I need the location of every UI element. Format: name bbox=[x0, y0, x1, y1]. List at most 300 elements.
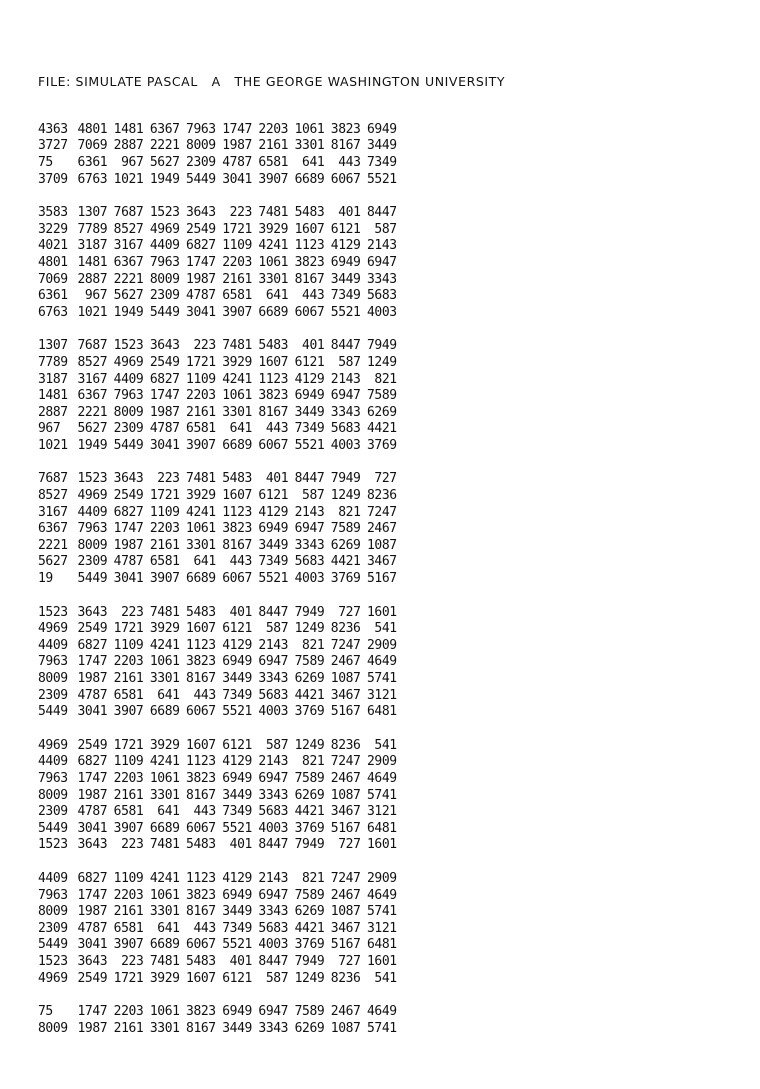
number-cell: 6481 bbox=[366, 704, 397, 720]
number-cell: 1747 bbox=[77, 1004, 108, 1020]
number-cell: 8167 bbox=[294, 271, 325, 287]
number-cell: 6949 bbox=[222, 770, 252, 786]
number-cell: 7687 bbox=[77, 338, 108, 354]
number-block bbox=[38, 1003, 398, 1036]
number-cell: 641 bbox=[157, 920, 180, 936]
number-cell: 821 bbox=[338, 504, 361, 520]
number-cell: 8167 bbox=[186, 787, 216, 803]
number-cell: 1109 bbox=[113, 870, 144, 886]
number-cell: 2161 bbox=[113, 904, 144, 920]
number-cell: 3343 bbox=[258, 671, 289, 687]
number-cell: 401 bbox=[229, 604, 252, 620]
number-cell: 641 bbox=[265, 288, 289, 304]
number-cell: 1109 bbox=[222, 238, 252, 254]
number-cell: 5627 bbox=[77, 421, 108, 437]
number-cell: 3343 bbox=[366, 271, 397, 287]
number-cell: 1021 bbox=[77, 304, 108, 320]
number-cell: 3229 bbox=[38, 221, 68, 237]
number-cell: 3041 bbox=[77, 937, 108, 953]
number-cell: 6581 bbox=[258, 154, 289, 170]
number-cell: 8167 bbox=[258, 404, 289, 420]
number-cell: 727 bbox=[338, 604, 361, 620]
number-cell: 3301 bbox=[294, 138, 325, 154]
number-cell: 4241 bbox=[149, 637, 180, 653]
number-cell: 3301 bbox=[186, 537, 216, 553]
number-cell: 2143 bbox=[294, 504, 325, 520]
number-cell: 4003 bbox=[258, 704, 289, 720]
number-cell: 6067 bbox=[258, 437, 289, 453]
number-listing bbox=[38, 121, 398, 1054]
number-cell: 6949 bbox=[366, 121, 397, 137]
number-cell: 1523 bbox=[77, 471, 108, 487]
number-cell: 1087 bbox=[330, 671, 361, 687]
number-cell: 1109 bbox=[186, 371, 216, 387]
number-cell: 2309 bbox=[38, 687, 68, 703]
number-cell: 587 bbox=[302, 488, 325, 504]
number-cell: 5741 bbox=[366, 787, 397, 803]
number-cell: 2161 bbox=[113, 1020, 144, 1036]
number-row bbox=[38, 620, 398, 637]
number-cell: 7247 bbox=[330, 637, 361, 653]
number-cell: 3709 bbox=[38, 171, 68, 187]
number-cell: 8167 bbox=[330, 138, 361, 154]
number-cell: 3929 bbox=[186, 488, 216, 504]
number-row bbox=[38, 870, 398, 887]
number-cell: 4003 bbox=[258, 937, 289, 953]
number-cell: 401 bbox=[265, 471, 289, 487]
number-cell: 1987 bbox=[222, 138, 252, 154]
number-row bbox=[38, 687, 398, 704]
number-cell: 2203 bbox=[113, 654, 144, 670]
number-cell: 6827 bbox=[77, 754, 108, 770]
number-cell: 2203 bbox=[186, 388, 216, 404]
number-cell: 6361 bbox=[38, 288, 68, 304]
number-cell: 5449 bbox=[38, 937, 68, 953]
number-cell: 2203 bbox=[113, 887, 144, 903]
number-cell: 1249 bbox=[330, 488, 361, 504]
number-cell: 4003 bbox=[294, 571, 325, 587]
number-cell: 2467 bbox=[330, 654, 361, 670]
number-cell: 7247 bbox=[330, 870, 361, 886]
number-cell: 7589 bbox=[294, 887, 325, 903]
number-cell: 3907 bbox=[186, 437, 216, 453]
number-cell: 8009 bbox=[38, 671, 68, 687]
number-cell: 2161 bbox=[113, 787, 144, 803]
number-cell: 7481 bbox=[186, 471, 216, 487]
number-cell: 7349 bbox=[222, 804, 252, 820]
number-cell: 1607 bbox=[186, 737, 216, 753]
number-cell: 6947 bbox=[330, 388, 361, 404]
number-cell: 4241 bbox=[258, 238, 289, 254]
number-cell: 1109 bbox=[113, 754, 144, 770]
number-cell: 3769 bbox=[366, 437, 397, 453]
number-cell: 6689 bbox=[258, 304, 289, 320]
number-cell: 8447 bbox=[258, 604, 289, 620]
number-cell: 7069 bbox=[38, 271, 68, 287]
number-cell: 7481 bbox=[149, 837, 180, 853]
number-cell: 2221 bbox=[149, 138, 180, 154]
number-cell: 7589 bbox=[294, 654, 325, 670]
number-cell: 1987 bbox=[77, 1020, 108, 1036]
number-cell: 3907 bbox=[113, 820, 144, 836]
number-cell: 6581 bbox=[186, 421, 216, 437]
number-cell: 2221 bbox=[113, 271, 144, 287]
number-cell: 4241 bbox=[222, 371, 252, 387]
number-cell: 401 bbox=[229, 837, 252, 853]
number-cell: 7349 bbox=[222, 920, 252, 936]
number-cell: 1721 bbox=[113, 621, 144, 637]
number-cell: 1949 bbox=[77, 437, 108, 453]
number-row bbox=[38, 654, 398, 671]
number-cell: 5627 bbox=[149, 154, 180, 170]
number-cell: 4969 bbox=[77, 488, 108, 504]
number-cell: 1087 bbox=[366, 537, 397, 553]
number-cell: 1481 bbox=[38, 388, 68, 404]
number-cell: 2161 bbox=[186, 404, 216, 420]
number-cell: 1061 bbox=[149, 1004, 180, 1020]
number-cell: 1523 bbox=[38, 837, 68, 853]
number-cell: 3343 bbox=[294, 537, 325, 553]
number-cell: 1747 bbox=[77, 887, 108, 903]
number-cell: 3643 bbox=[149, 338, 180, 354]
number-cell: 4969 bbox=[113, 354, 144, 370]
number-row bbox=[38, 154, 398, 171]
number-cell: 1987 bbox=[77, 904, 108, 920]
number-cell: 8527 bbox=[77, 354, 108, 370]
number-cell: 6367 bbox=[38, 521, 68, 537]
number-cell: 1747 bbox=[149, 388, 180, 404]
number-cell: 7481 bbox=[149, 604, 180, 620]
number-cell: 1249 bbox=[366, 354, 397, 370]
number-cell: 7949 bbox=[330, 471, 361, 487]
number-cell: 3121 bbox=[366, 687, 397, 703]
number-cell: 821 bbox=[374, 371, 397, 387]
number-cell: 7963 bbox=[38, 770, 68, 786]
number-cell: 5521 bbox=[222, 937, 252, 953]
number-row bbox=[38, 837, 398, 854]
number-cell: 1987 bbox=[186, 271, 216, 287]
number-cell: 3907 bbox=[222, 304, 252, 320]
number-cell: 727 bbox=[374, 471, 397, 487]
number-cell: 5521 bbox=[366, 171, 397, 187]
number-cell: 6121 bbox=[222, 621, 252, 637]
number-block bbox=[38, 338, 398, 454]
number-cell: 5741 bbox=[366, 1020, 397, 1036]
number-block bbox=[38, 870, 398, 986]
number-row bbox=[38, 670, 398, 687]
number-cell: 4787 bbox=[77, 804, 108, 820]
number-cell: 1607 bbox=[222, 488, 252, 504]
number-cell: 8236 bbox=[330, 737, 361, 753]
number-cell: 1721 bbox=[222, 221, 252, 237]
number-cell: 3041 bbox=[113, 571, 144, 587]
number-cell: 5449 bbox=[186, 171, 216, 187]
number-cell: 1061 bbox=[222, 388, 252, 404]
number-cell: 6689 bbox=[149, 704, 180, 720]
number-cell: 7949 bbox=[294, 604, 325, 620]
number-cell: 1987 bbox=[113, 537, 144, 553]
number-row bbox=[38, 554, 398, 571]
number-cell: 7349 bbox=[366, 154, 397, 170]
number-row bbox=[38, 1020, 398, 1037]
number-cell: 2143 bbox=[330, 371, 361, 387]
number-cell: 3823 bbox=[222, 521, 252, 537]
number-cell: 7963 bbox=[77, 521, 108, 537]
number-cell: 6361 bbox=[77, 154, 108, 170]
number-cell: 5167 bbox=[366, 571, 397, 587]
number-cell: 3467 bbox=[330, 804, 361, 820]
number-cell: 4129 bbox=[330, 238, 361, 254]
number-cell: 3727 bbox=[38, 138, 68, 154]
number-cell: 4363 bbox=[38, 121, 68, 137]
number-cell: 3929 bbox=[149, 970, 180, 986]
number-cell: 8447 bbox=[258, 953, 289, 969]
number-cell: 8009 bbox=[38, 787, 68, 803]
number-cell: 3449 bbox=[294, 404, 325, 420]
number-row bbox=[38, 1003, 398, 1020]
number-row bbox=[38, 387, 398, 404]
number-cell: 3449 bbox=[330, 271, 361, 287]
number-cell: 6269 bbox=[294, 1020, 325, 1036]
number-block bbox=[38, 204, 398, 320]
file-mode: A bbox=[211, 74, 221, 89]
number-cell: 6067 bbox=[294, 304, 325, 320]
number-cell: 7247 bbox=[330, 754, 361, 770]
number-cell: 2309 bbox=[113, 421, 144, 437]
number-cell: 8167 bbox=[186, 671, 216, 687]
number-cell: 3467 bbox=[330, 920, 361, 936]
number-cell: 541 bbox=[374, 737, 397, 753]
number-cell: 1481 bbox=[113, 121, 144, 137]
number-cell: 5683 bbox=[258, 920, 289, 936]
number-cell: 6689 bbox=[149, 820, 180, 836]
number-block bbox=[38, 471, 398, 587]
number-cell: 587 bbox=[265, 737, 289, 753]
number-cell: 1747 bbox=[77, 654, 108, 670]
number-row bbox=[38, 953, 398, 970]
number-cell: 2203 bbox=[222, 254, 252, 270]
number-cell: 1021 bbox=[38, 437, 68, 453]
number-cell: 6689 bbox=[294, 171, 325, 187]
number-row bbox=[38, 421, 398, 438]
number-cell: 7247 bbox=[366, 504, 397, 520]
number-cell: 223 bbox=[121, 604, 144, 620]
number-cell: 3301 bbox=[258, 271, 289, 287]
number-cell: 2143 bbox=[258, 637, 289, 653]
number-cell: 2203 bbox=[149, 521, 180, 537]
number-cell: 2203 bbox=[113, 770, 144, 786]
number-cell: 4241 bbox=[186, 504, 216, 520]
number-cell: 2221 bbox=[77, 404, 108, 420]
number-cell: 5521 bbox=[294, 437, 325, 453]
number-cell: 6949 bbox=[258, 521, 289, 537]
number-cell: 5449 bbox=[149, 304, 180, 320]
number-cell: 6947 bbox=[258, 887, 289, 903]
number-cell: 727 bbox=[338, 837, 361, 853]
number-cell: 1109 bbox=[113, 637, 144, 653]
number-cell: 7949 bbox=[366, 338, 397, 354]
number-block bbox=[38, 737, 398, 853]
number-cell: 5683 bbox=[366, 288, 397, 304]
number-row bbox=[38, 570, 398, 587]
number-cell: 443 bbox=[229, 554, 252, 570]
number-cell: 8167 bbox=[222, 537, 252, 553]
number-cell: 4021 bbox=[38, 238, 68, 254]
number-cell: 1607 bbox=[186, 621, 216, 637]
number-row bbox=[38, 803, 398, 820]
number-cell: 4801 bbox=[38, 254, 68, 270]
number-row bbox=[38, 754, 398, 771]
number-cell: 3301 bbox=[222, 404, 252, 420]
number-cell: 2467 bbox=[366, 521, 397, 537]
number-cell: 443 bbox=[338, 154, 361, 170]
number-cell: 587 bbox=[374, 221, 397, 237]
number-cell: 3167 bbox=[77, 371, 108, 387]
number-cell: 1123 bbox=[186, 754, 216, 770]
number-cell: 587 bbox=[265, 621, 289, 637]
number-cell: 6949 bbox=[222, 1004, 252, 1020]
number-cell: 4421 bbox=[366, 421, 397, 437]
number-cell: 443 bbox=[265, 421, 289, 437]
number-cell: 2467 bbox=[330, 1004, 361, 1020]
number-cell: 3041 bbox=[77, 704, 108, 720]
number-cell: 8236 bbox=[366, 488, 397, 504]
number-cell: 4421 bbox=[294, 687, 325, 703]
number-cell: 4409 bbox=[38, 870, 68, 886]
number-cell: 3823 bbox=[186, 654, 216, 670]
number-cell: 5521 bbox=[258, 571, 289, 587]
number-cell: 1123 bbox=[294, 238, 325, 254]
number-cell: 7349 bbox=[258, 554, 289, 570]
number-cell: 8009 bbox=[77, 537, 108, 553]
number-cell: 401 bbox=[338, 205, 361, 221]
number-cell: 3041 bbox=[222, 171, 252, 187]
number-cell: 5627 bbox=[38, 554, 68, 570]
number-cell: 4129 bbox=[294, 371, 325, 387]
number-cell: 3929 bbox=[258, 221, 289, 237]
number-cell: 6581 bbox=[113, 804, 144, 820]
institution-name: THE GEORGE WASHINGTON UNIVERSITY bbox=[234, 74, 506, 89]
number-cell: 2467 bbox=[330, 887, 361, 903]
number-cell: 2887 bbox=[77, 271, 108, 287]
number-cell: 2909 bbox=[366, 870, 397, 886]
number-cell: 4649 bbox=[366, 1004, 397, 1020]
number-cell: 5483 bbox=[186, 837, 216, 853]
number-cell: 4787 bbox=[77, 920, 108, 936]
number-cell: 6827 bbox=[77, 870, 108, 886]
number-cell: 6949 bbox=[222, 887, 252, 903]
number-cell: 75 bbox=[38, 1004, 53, 1020]
number-cell: 1747 bbox=[77, 770, 108, 786]
number-cell: 5683 bbox=[258, 687, 289, 703]
number-cell: 1249 bbox=[294, 621, 325, 637]
number-cell: 967 bbox=[38, 421, 61, 437]
number-cell: 7963 bbox=[149, 254, 180, 270]
number-cell: 5683 bbox=[330, 421, 361, 437]
number-row bbox=[38, 238, 398, 255]
number-cell: 443 bbox=[193, 687, 216, 703]
number-cell: 7687 bbox=[113, 205, 144, 221]
number-row bbox=[38, 437, 398, 454]
number-cell: 2549 bbox=[113, 488, 144, 504]
number-cell: 1109 bbox=[149, 504, 180, 520]
number-cell: 3907 bbox=[149, 571, 180, 587]
number-cell: 1249 bbox=[294, 737, 325, 753]
number-cell: 223 bbox=[229, 205, 252, 221]
number-cell: 6581 bbox=[113, 687, 144, 703]
number-row bbox=[38, 138, 398, 155]
number-cell: 6067 bbox=[186, 704, 216, 720]
number-cell: 1747 bbox=[186, 254, 216, 270]
number-cell: 3643 bbox=[77, 604, 108, 620]
number-cell: 401 bbox=[302, 338, 325, 354]
number-cell: 7589 bbox=[294, 1004, 325, 1020]
number-cell: 8527 bbox=[38, 488, 68, 504]
number-cell: 223 bbox=[157, 471, 180, 487]
number-cell: 5449 bbox=[38, 704, 68, 720]
number-cell: 3121 bbox=[366, 804, 397, 820]
number-cell: 6763 bbox=[38, 304, 68, 320]
number-cell: 1123 bbox=[258, 371, 289, 387]
number-cell: 7349 bbox=[222, 687, 252, 703]
number-cell: 7349 bbox=[330, 288, 361, 304]
number-cell: 7481 bbox=[149, 953, 180, 969]
number-cell: 4409 bbox=[113, 371, 144, 387]
number-cell: 3301 bbox=[149, 1020, 180, 1036]
number-cell: 5483 bbox=[186, 604, 216, 620]
number-cell: 1481 bbox=[77, 254, 108, 270]
number-cell: 4003 bbox=[258, 820, 289, 836]
number-cell: 2549 bbox=[77, 737, 108, 753]
number-row bbox=[38, 920, 398, 937]
number-cell: 6827 bbox=[149, 371, 180, 387]
number-row bbox=[38, 271, 398, 288]
number-cell: 5449 bbox=[38, 820, 68, 836]
number-cell: 3467 bbox=[330, 687, 361, 703]
number-cell: 7481 bbox=[222, 338, 252, 354]
number-cell: 6949 bbox=[330, 254, 361, 270]
number-cell: 3121 bbox=[366, 920, 397, 936]
number-cell: 3167 bbox=[38, 504, 68, 520]
number-row bbox=[38, 537, 398, 554]
number-row bbox=[38, 737, 398, 754]
number-cell: 3929 bbox=[222, 354, 252, 370]
number-cell: 1307 bbox=[38, 338, 68, 354]
number-cell: 3187 bbox=[38, 371, 68, 387]
number-row bbox=[38, 770, 398, 787]
number-cell: 5167 bbox=[330, 820, 361, 836]
number-cell: 5741 bbox=[366, 671, 397, 687]
number-cell: 3907 bbox=[258, 171, 289, 187]
number-cell: 2549 bbox=[186, 221, 216, 237]
number-cell: 1087 bbox=[330, 904, 361, 920]
number-cell: 5449 bbox=[77, 571, 108, 587]
number-cell: 2221 bbox=[38, 537, 68, 553]
number-cell: 8447 bbox=[330, 338, 361, 354]
number-cell: 5483 bbox=[294, 205, 325, 221]
number-cell: 1721 bbox=[149, 488, 180, 504]
number-cell: 2549 bbox=[149, 354, 180, 370]
number-row bbox=[38, 121, 398, 138]
number-cell: 4421 bbox=[294, 804, 325, 820]
number-row bbox=[38, 171, 398, 188]
number-cell: 2309 bbox=[77, 554, 108, 570]
number-row bbox=[38, 970, 398, 987]
number-cell: 7963 bbox=[113, 388, 144, 404]
number-cell: 6947 bbox=[258, 1004, 289, 1020]
number-cell: 3907 bbox=[113, 704, 144, 720]
number-cell: 7963 bbox=[38, 654, 68, 670]
